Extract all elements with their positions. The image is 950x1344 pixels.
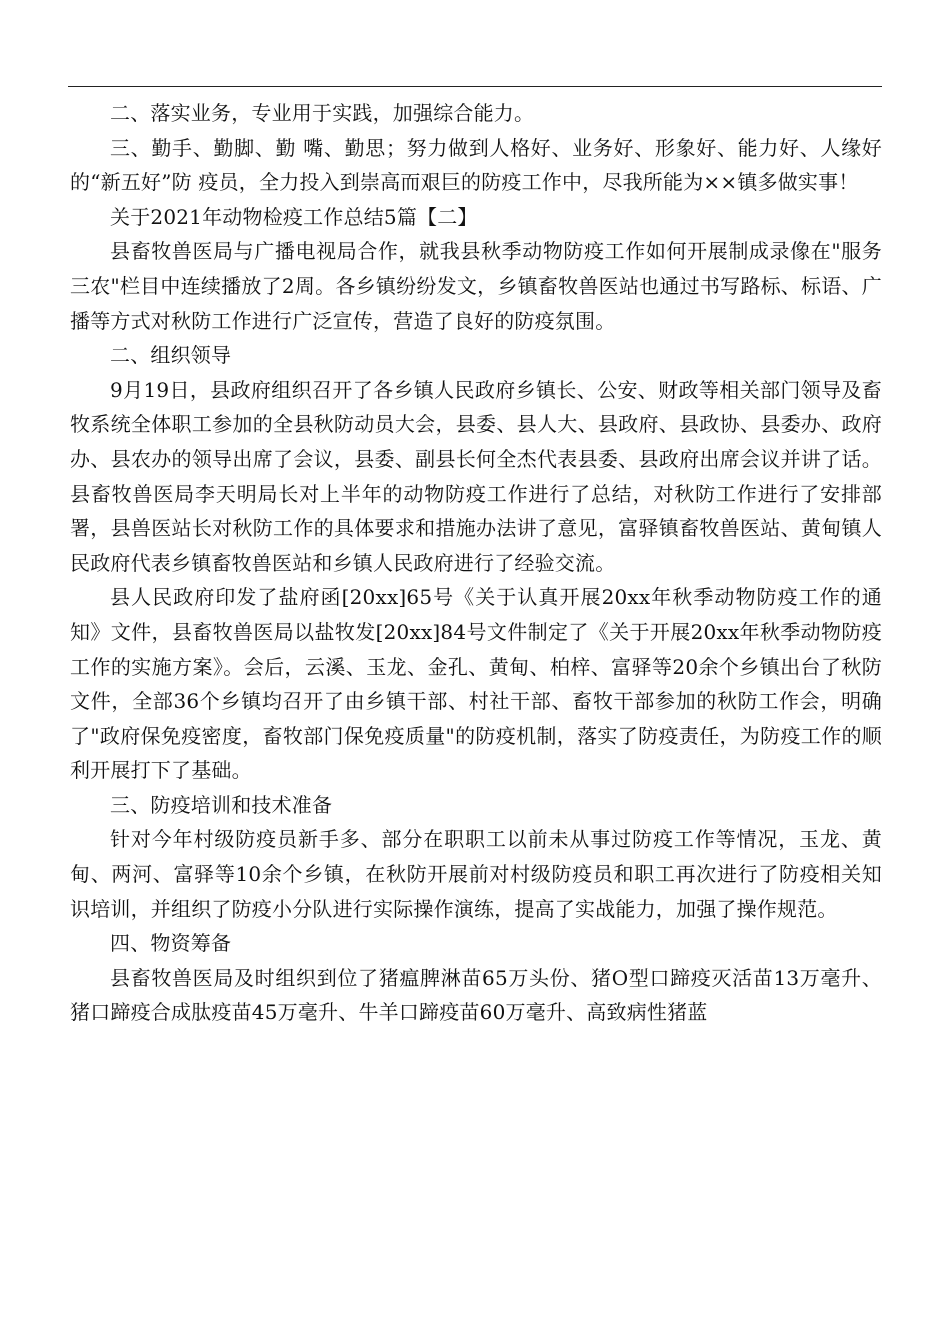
section-heading: 二、组织领导 xyxy=(110,343,232,368)
paragraph: 三、勤手、勤脚、勤 嘴、勤思；努力做到人格好、业务好、形象好、能力好、人缘好的“新五好”防 疫员，全力投入到崇高而艰巨的防疫工作中，尽我所能为××镇多做实事！ xyxy=(70,135,882,195)
paragraph: 二、落实业务，专业用于实践，加强综合能力。 xyxy=(110,101,535,125)
document-body xyxy=(70,96,882,1030)
header-rule xyxy=(68,86,882,87)
paragraph: 县人民政府印发了盐府函[20xx]65号《关于认真开展20xx年秋季动物防疫工作的通知》文件，县畜牧兽医局以盐牧发[20xx]84号文件制定了《关于开展20xx年秋季动物防疫工作的实施方案》。会后，云溪、玉龙、金孔、黄甸、柏梓、富驿等20余个乡镇出台了秋防文件，全部36个乡镇均召开了由乡镇干部、村社干部、畜牧干部参加的秋防工作会，明确了"政府保免疫密度，畜牧部门保免疫质量"的防疫机制，落实了防疫责任，为防疫工作的顺利开展打下了基础。 xyxy=(70,585,882,783)
paragraph: 县畜牧兽医局及时组织到位了猪瘟脾淋苗65万头份、猪O型口蹄疫灭活苗13万毫升、猪口蹄疫合成肽疫苗45万毫升、牛羊口蹄疫苗60万毫升、高致病性猪蓝 xyxy=(70,965,882,1025)
paragraph: 9月19日，县政府组织召开了各乡镇人民政府乡镇长、公安、财政等相关部门领导及畜牧系统全体职工参加的全县秋防动员大会，县委、县人大、县政府、县政协、县委办、政府办、县农办的领导出席了会议，县委、副县长何全杰代表县委、县政府出席会议并讲了话。县畜牧兽医局李天明局长对上半年的动物防疫工作进行了总结，对秋防工作进行了安排部署，县兽医站长对秋防工作的具体要求和措施办法讲了意见，富驿镇畜牧兽医站、黄甸镇人民政府代表乡镇畜牧兽医站和乡镇人民政府进行了经验交流。 xyxy=(70,377,882,575)
section-heading: 四、物资筹备 xyxy=(110,931,232,956)
paragraph: 县畜牧兽医局与广播电视局合作，就我县秋季动物防疫工作如何开展制成录像在"服务三农"栏目中连续播放了2周。各乡镇纷纷发文，乡镇畜牧兽医站也通过书写路标、标语、广播等方式对秋防工作进行广泛宣传，营造了良好的防疫氛围。 xyxy=(70,239,882,333)
section-heading: 三、防疫培训和技术准备 xyxy=(110,792,333,817)
paragraph: 针对今年村级防疫员新手多、部分在职职工以前未从事过防疫工作等情况，玉龙、黄甸、两河、富驿等10余个乡镇，在秋防开展前对村级防疫员和职工再次进行了防疫相关知识培训，并组织了防疫小分队进行实际操作演练，提高了实战能力，加强了操作规范。 xyxy=(70,827,882,921)
section-title: 关于2021年动物检疫工作总结5篇【二】 xyxy=(110,204,478,229)
